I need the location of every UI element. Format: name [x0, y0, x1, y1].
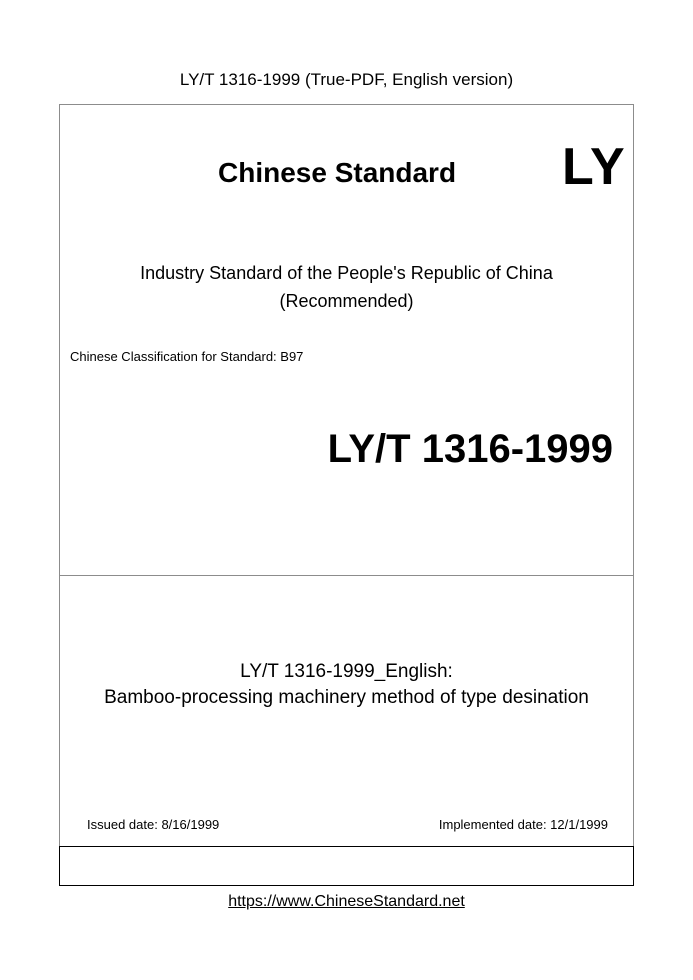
- subtitle-line-2: (Recommended): [279, 291, 414, 311]
- footer: [0, 893, 693, 911]
- issued-date: Issued date: 8/16/1999: [87, 817, 220, 832]
- cover-title: Chinese Standard: [218, 157, 457, 188]
- subtitle-line-1: Industry Standard of the People's Republic of China: [140, 263, 553, 283]
- document-title-line-2: Bamboo-processing machinery method of type desination: [104, 687, 589, 708]
- standard-number: LY/T 1316-1999: [327, 427, 613, 471]
- standard-code-mark: LY: [562, 138, 626, 196]
- implemented-date: Implemented date: 12/1/1999: [438, 817, 608, 832]
- cover-frame: [59, 104, 634, 886]
- cover-subtitle: [60, 259, 633, 315]
- cover-upper-section: [60, 105, 633, 575]
- classification-text: Chinese Classification for Standard: B97: [70, 349, 304, 364]
- document-title-line-1: LY/T 1316-1999_English:: [240, 661, 453, 682]
- bottom-box: [59, 846, 634, 886]
- cover-lower-section: [60, 576, 633, 846]
- document-title: [60, 659, 633, 711]
- website-link[interactable]: https://www.ChineseStandard.net: [228, 893, 465, 910]
- page-header: LY/T 1316-1999 (True-PDF, English version): [179, 70, 514, 89]
